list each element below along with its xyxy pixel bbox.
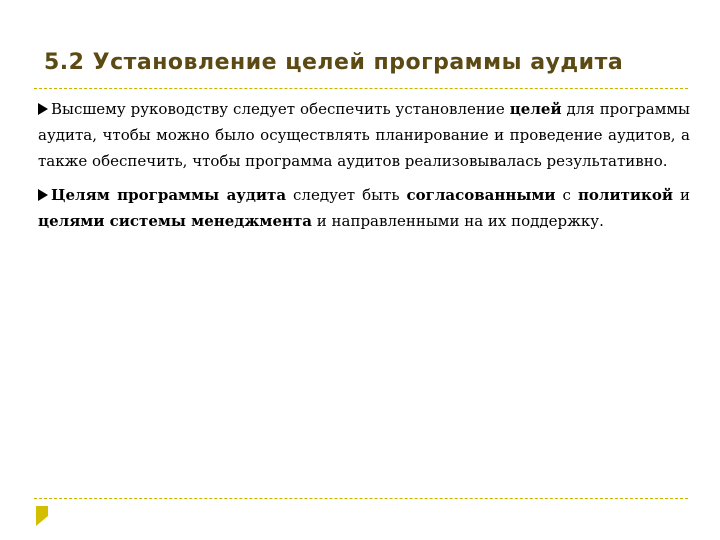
bullet-paragraph-1 bbox=[38, 96, 690, 174]
bullet-arrow-icon bbox=[38, 189, 48, 201]
slide-content bbox=[38, 96, 690, 242]
text-segment: с bbox=[555, 186, 578, 204]
text-segment: и bbox=[673, 186, 690, 204]
corner-triangle-icon bbox=[36, 506, 48, 526]
top-divider bbox=[34, 88, 688, 89]
text-segment-bold: целей bbox=[509, 100, 562, 118]
text-segment: и направленными на их поддержку. bbox=[311, 212, 604, 230]
text-segment-bold: Целям программы аудита bbox=[51, 186, 287, 204]
text-segment: для программы аудита, чтобы можно было осуществлять планирование и проведение аудитов, а также обеспечить, чтобы программа аудитов реализовывалась результативно. bbox=[38, 100, 690, 170]
text-segment-bold: политикой bbox=[577, 186, 674, 204]
bullet-paragraph-2 bbox=[38, 182, 690, 234]
text-segment: Высшему руководству следует обеспечить установление bbox=[51, 100, 510, 118]
text-segment-bold: целями системы менеджмента bbox=[38, 212, 312, 230]
slide-title: 5.2 Установление целей программы аудита bbox=[44, 50, 624, 75]
bullet-arrow-icon bbox=[38, 103, 48, 115]
text-segment: следует быть bbox=[286, 186, 407, 204]
bottom-divider bbox=[34, 498, 688, 499]
text-segment-bold: согласованными bbox=[406, 186, 556, 204]
